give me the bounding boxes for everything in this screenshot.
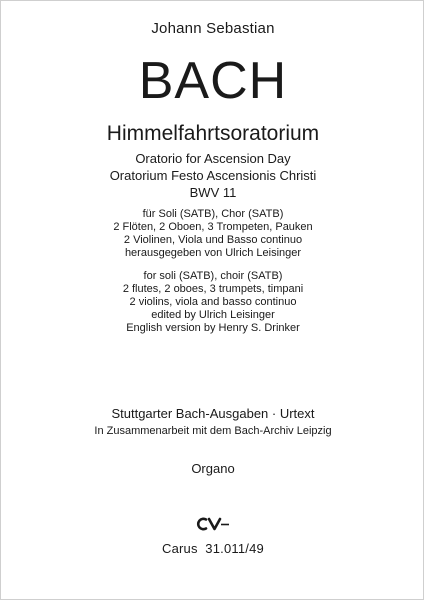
scoring-line: 2 Violinen, Viola und Basso continuo <box>123 234 303 246</box>
composer-last-name: BACH <box>138 52 288 110</box>
series-collaboration: In Zusammenarbeit mit dem Bach-Archiv Leipzig <box>94 425 332 437</box>
composer-first-names: Johann Sebastian <box>151 20 275 37</box>
scoring-line: for soli (SATB), choir (SATB) <box>143 270 283 282</box>
instrument-part: Organo <box>191 461 235 476</box>
scoring-line: 2 flutes, 2 oboes, 3 trumpets, timpani <box>122 283 304 295</box>
translator-line: English version by Henry S. Drinker <box>126 322 300 334</box>
scoring-german <box>1 208 424 260</box>
subtitle-english: Oratorio for Ascension Day <box>135 151 291 166</box>
scoring-line: 2 Flöten, 2 Oboen, 3 Trompeten, Pauken <box>113 221 313 233</box>
work-subtitles <box>1 150 424 201</box>
work-title: Himmelfahrtsoratorium <box>106 122 320 145</box>
carus-logo-icon <box>196 516 230 532</box>
scoring-line: 2 violins, viola and basso continuo <box>129 296 297 308</box>
catalog-number: Carus 31.011/49 <box>162 541 264 556</box>
bwv-number: BWV 11 <box>189 185 237 200</box>
scoring-english <box>1 270 424 335</box>
series-name: Stuttgarter Bach-Ausgaben · Urtext <box>111 406 315 421</box>
editor-line: edited by Ulrich Leisinger <box>151 309 275 321</box>
editor-line: herausgegeben von Ulrich Leisinger <box>124 247 302 259</box>
subtitle-latin: Oratorium Festo Ascensionis Christi <box>109 168 317 183</box>
scoring-line: für Soli (SATB), Chor (SATB) <box>142 208 284 220</box>
